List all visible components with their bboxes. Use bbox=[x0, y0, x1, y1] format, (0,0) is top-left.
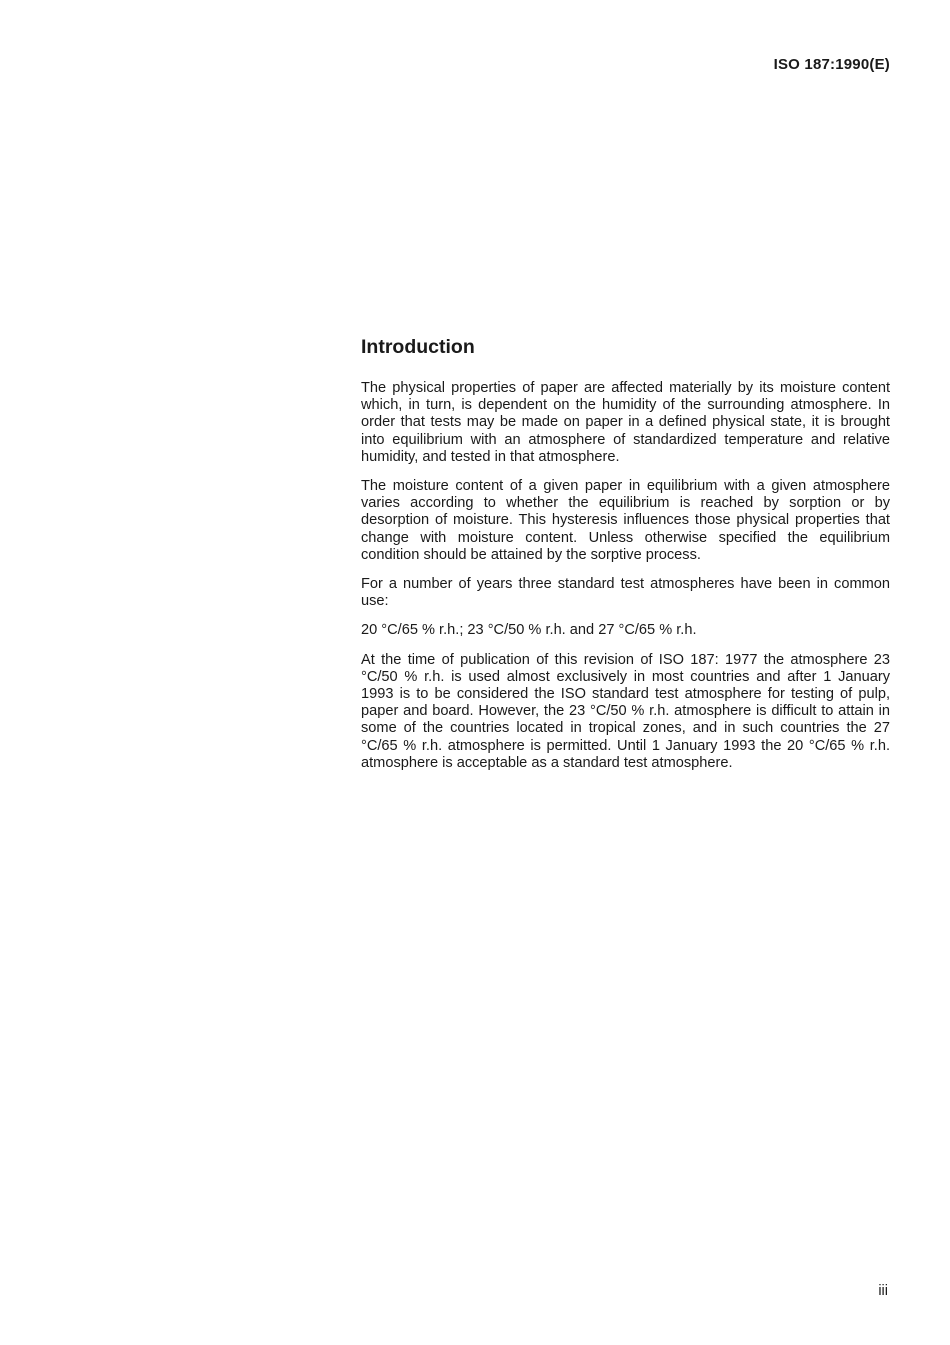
intro-paragraph-3: For a number of years three standard test atmospheres have been in common use: bbox=[361, 576, 890, 610]
section-title: Introduction bbox=[361, 336, 475, 358]
intro-paragraph-5: At the time of publication of this revision of ISO 187: 1977 the atmosphere 23 °C/50 % r.h. is used almost exclusively in most countries and after 1 January 1993 is to be considered the ISO standard test atmosphere for testing of pulp, paper and board. However, the 23 °C/50 % r.h. atmosphere is difficult to attain in some of the countries located in tropical zones, and in such countries the 27 °C/65 % r.h. atmosphere is permitted. Until 1 January 1993 the 20 °C/65 % r.h. atmosphere is acceptable as a standard test atmosphere. bbox=[361, 651, 890, 771]
intro-paragraph-1: The physical properties of paper are affected materially by its moisture content which, in turn, is dependent on the humidity of the surrounding atmosphere. In order that tests may be made on paper in a defined physical state, it is brought into equilibrium with an atmosphere of standardized temperature and relative humidity, and tested in that atmosphere. bbox=[361, 380, 890, 465]
page-number: iii bbox=[878, 1283, 888, 1299]
intro-paragraph-2: The moisture content of a given paper in equilibrium with a given atmosphere varies according to whether the equilibrium is reached by sorption or by desorption of moisture. This hysteresis influences those physical properties that change with moisture content. Unless otherwise specified the equilibrium condition should be attained by the sorptive process. bbox=[361, 478, 890, 563]
document-id-header: ISO 187:1990(E) bbox=[773, 56, 890, 73]
standard-atmospheres-list: 20 °C/65 % r.h.; 23 °C/50 % r.h. and 27 °C/65 % r.h. bbox=[361, 622, 697, 639]
introduction-section bbox=[361, 334, 890, 784]
